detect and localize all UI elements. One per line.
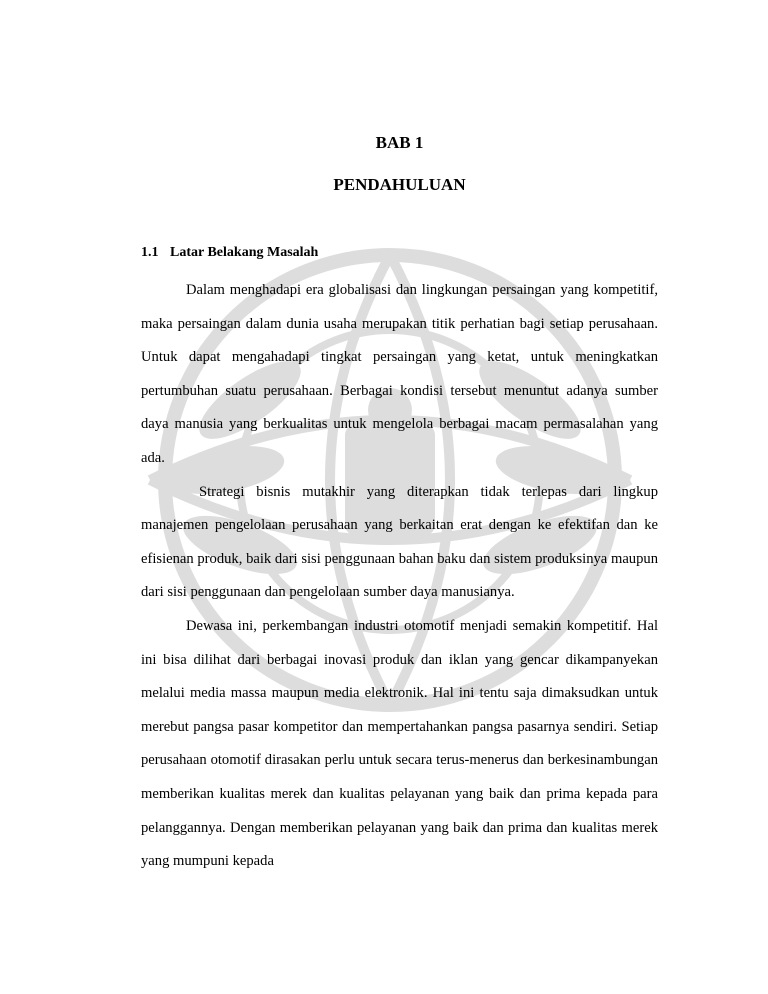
paragraph: Dewasa ini, perkembangan industri otomotif menjadi semakin kompetitif. Hal ini bisa dilihat dari berbagai inovasi produk dan iklan yang gencar dikampanyekan melalui media massa maupun media elektronik. Hal ini tentu saja dimaksudkan untuk merebut pangsa pasar kompetitor dan mempertahankan pangsa pasarnya sendiri. Setiap perusahaan otomotif dirasakan perlu untuk secara terus-menerus dan berkesinambungan memberikan kualitas merek dan kualitas pelayanan yang baik dan prima kepada para pelanggannya. Dengan memberikan pelayanan yang baik dan prima dan kualitas merek yang mumpuni kepada xyxy=(141,617,658,870)
chapter-title: PENDAHULUAN xyxy=(333,175,466,194)
section-title: Latar Belakang Masalah xyxy=(170,245,319,260)
chapter-number: BAB 1 xyxy=(375,133,424,152)
paragraph: Dalam menghadapi era globalisasi dan lingkungan persaingan yang kompetitif, maka persaingan dalam dunia usaha merupakan titik perhatian bagi setiap perusahaan. Untuk dapat mengahadapi tingkat persaingan yang ketat, untuk meningkatkan pertumbuhan suatu perusahaan. Berbagai kondisi tersebut menuntut adanya sumber daya manusia yang berkualitas untuk mengelola berbagai macam permasalahan yang ada. xyxy=(141,282,658,466)
section-heading xyxy=(141,245,318,261)
paragraph: Strategi bisnis mutakhir yang diterapkan tidak terlepas dari lingkup manajemen pengelolaan perusahaan yang berkaitan erat dengan ke efektifan dan ke efisienan produk, baik dari sisi penggunaan bahan baku dan sistem produksinya maupun dari sisi penggunaan dan pengelolaan sumber daya manusianya. xyxy=(141,483,658,601)
section-number: 1.1 xyxy=(141,245,159,260)
body-text xyxy=(141,274,658,879)
